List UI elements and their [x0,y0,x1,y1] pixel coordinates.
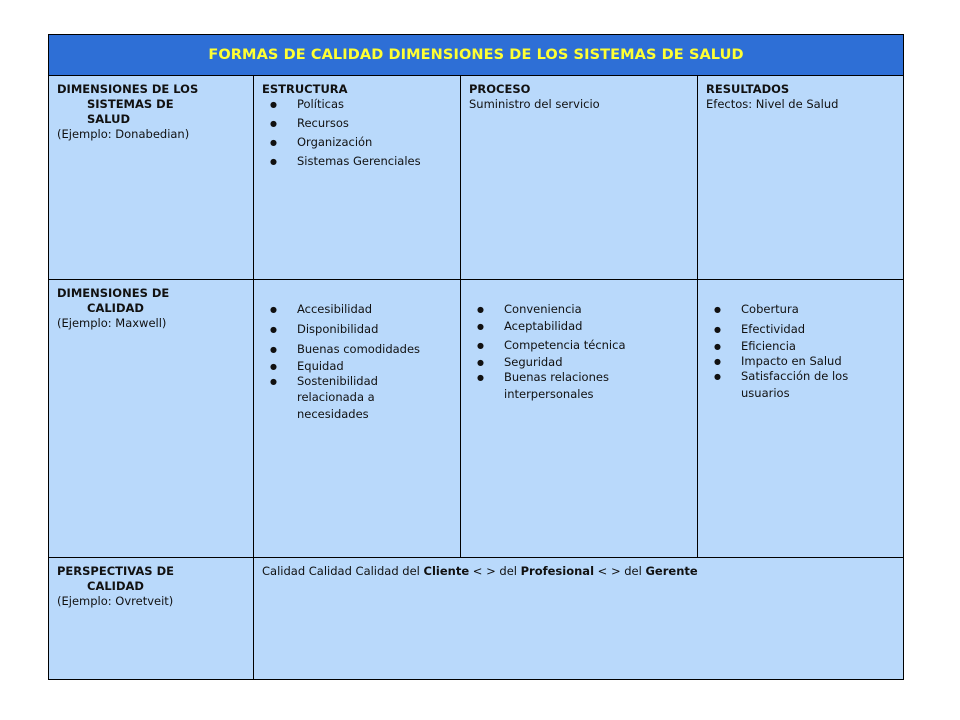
list-item: ● Impacto en Salud [706,354,895,369]
row2-col1-cont1: relacionada a [297,390,375,404]
list-item: ● Efectividad [706,322,895,337]
list-item: ● Competencia técnica [469,338,689,353]
list-item: ● Organización [262,135,452,150]
table-title: FORMAS DE CALIDAD DIMENSIONES DE LOS SISTEMAS DE SALUD [48,34,904,76]
row2-col2-cont1: interpersonales [504,387,594,401]
list-item: ● Recursos [262,116,452,131]
row2-col3-list [706,302,895,384]
row2-col3-cell [697,279,904,558]
perspective-gerente: Gerente [645,564,698,578]
quality-dimensions-table [48,34,904,680]
list-item: ● Aceptabilidad [469,319,689,334]
estructura-list [262,97,452,169]
row3-example: (Ejemplo: Ovretveit) [57,594,174,608]
row2-col1-list [262,302,452,389]
list-item: ● Disponibilidad [262,322,452,337]
perspective-text-c: < > del [594,564,646,578]
row2-example: (Ejemplo: Maxwell) [57,316,167,330]
proceso-text: Suministro del servicio [469,97,600,111]
list-item: ● Satisfacción de los [706,369,895,384]
list-item: ● Sistemas Gerenciales [262,154,452,169]
row1-label-line2: SISTEMAS DE [87,97,174,111]
estructura-header: ESTRUCTURA [262,82,348,96]
list-item: ● Conveniencia [469,302,689,317]
perspective-cliente: Cliente [423,564,470,578]
row2-col1-cell [253,279,461,558]
row1-label-line3: SALUD [87,112,130,126]
resultados-header: RESULTADOS [706,82,790,96]
row3-label-cell [48,557,254,680]
resultados-cell [697,75,904,280]
proceso-cell [460,75,698,280]
row1-label-line1: DIMENSIONES DE LOS [57,82,199,96]
perspective-text-a: Calidad Calidad Calidad del [262,564,424,578]
row1-example: (Ejemplo: Donabedian) [57,127,190,141]
row2-label-line1: DIMENSIONES DE [57,286,170,300]
row2-label-line2: CALIDAD [87,301,144,315]
list-item: ● Buenas relaciones [469,370,689,385]
row2-label-cell [48,279,254,558]
list-item: ● Equidad [262,359,452,374]
row2-col3-cont1: usuarios [741,386,790,400]
perspective-text-b: < > del [469,564,521,578]
row2-col2-list [469,302,689,385]
row2-col2-cell [460,279,698,558]
list-item: ● Cobertura [706,302,895,317]
list-item: ● Buenas comodidades [262,342,452,357]
row3-label-line2: CALIDAD [87,579,144,593]
list-item: ● Eficiencia [706,339,895,354]
list-item: ● Seguridad [469,355,689,370]
perspective-profesional: Profesional [520,564,595,578]
row2-col1-cont2: necesidades [297,407,369,421]
estructura-cell [253,75,461,280]
resultados-text: Efectos: Nivel de Salud [706,97,839,111]
proceso-header: PROCESO [469,82,531,96]
row3-perspectives-cell [253,557,904,680]
row3-label-line1: PERSPECTIVAS DE [57,564,174,578]
list-item: ● Sostenibilidad [262,374,452,389]
list-item: ● Políticas [262,97,452,112]
row1-label-cell [48,75,254,280]
list-item: ● Accesibilidad [262,302,452,317]
